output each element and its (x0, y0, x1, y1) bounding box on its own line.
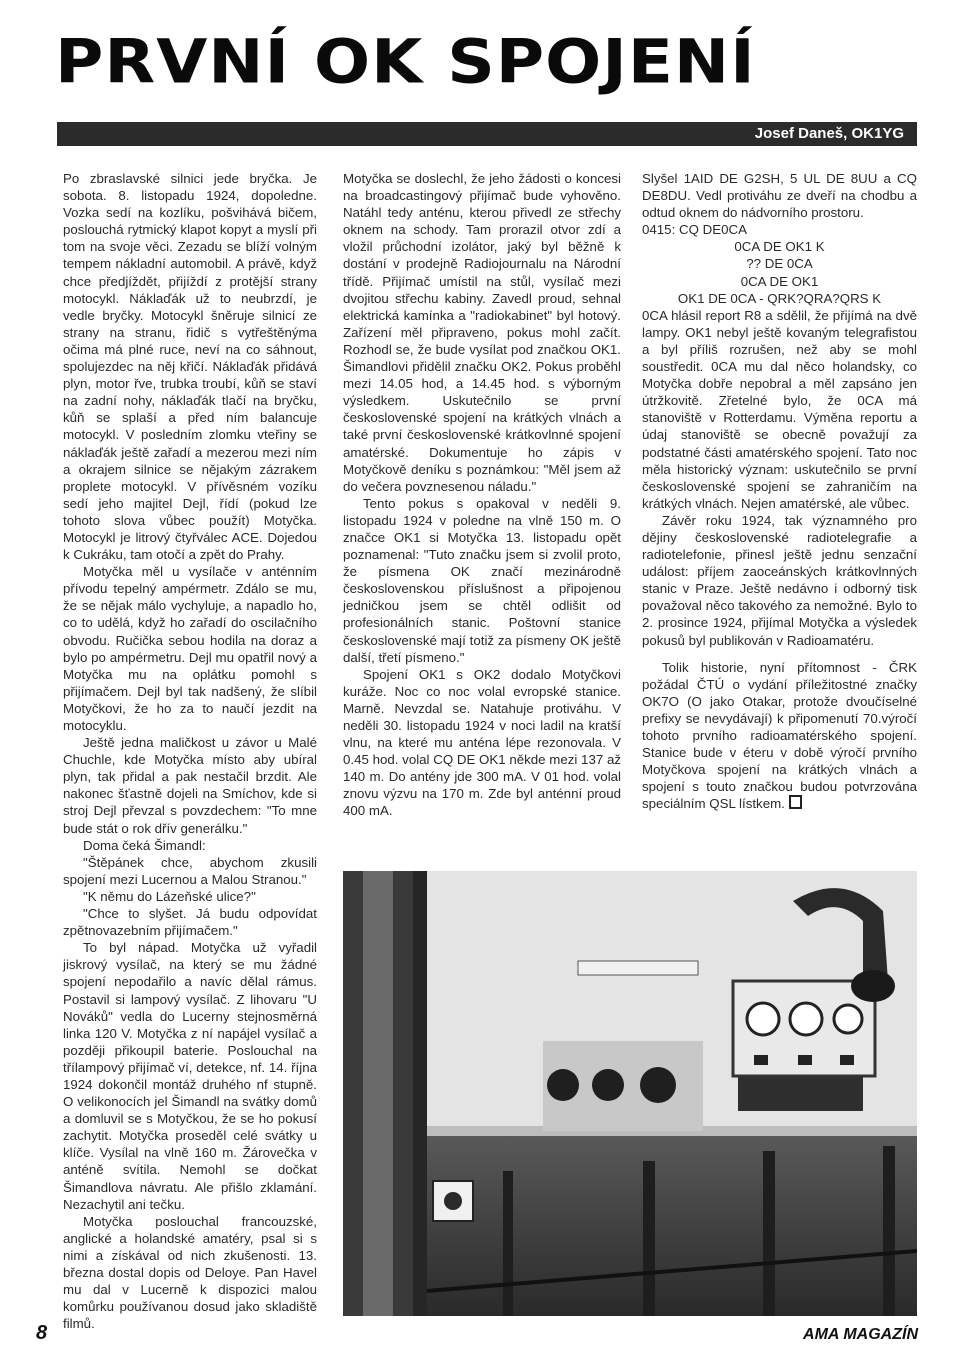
end-of-article-icon (789, 795, 802, 809)
radio-log-line: OK1 DE 0CA - QRK?QRA?QRS K (677, 290, 882, 306)
author-byline: Josef Daneš, OK1YG (754, 125, 904, 142)
paragraph: 0CA hlásil report R8 a sdělil, že přijímá na dvě lampy. OK1 nebyl ještě kovaným telegrafistou a byl příliš rozrušen, než aby se mohl soustředit. 0CA mu dal něco holandsky, co Motyčka dobře nepobral a měl zapsáno jen útržkovitě. Zřetelné bylo, že 0CA má stanoviště v Rotterdamu. Výměna reportu a údaj stanoviště se obecně považují za podstatné části amatérského spojení. Tato noc měla historický význam: uskutečnilo se první československé spojení se zahraničím na krátkých vlnách. Nejen amatérské, ale vůbec. (642, 307, 917, 511)
paragraph: Motyčka poslouchal francouzské, anglické a holandské amatéry, psal si s nimi a získával od nich zkušenosti. 13. března dostal dopis od Deloye. Pan Havel mu dal v Lucerně k dispozici malou komůrku používanou dosud jako skladiště filmů. (63, 1213, 317, 1332)
paragraph: Motyčka měl u vysílače v anténním přívodu tepelný ampérmetr. Zdálo se mu, že se nějak málo vychyluje, a napadlo ho, co to udělá, když ho zařadí do oscilačního obvodu. Ručička sebou hodila na doraz a bylo po ampérmetru. Dejl mu opatřil nový a Motyčka mu na oplátku pomohl s přijímačem. Dejl byl tak nadšený, že slíbil Motyčkovi, že ho za to naučí jezdit na motocyklu. (63, 564, 317, 733)
radio-station-photo (343, 871, 917, 1316)
paragraph-text: Tolik historie, nyní přítomnost - ČRK požádal ČTÚ o vydání příležitostné značky OK7O (O jako Otakar, protože dvoučíselné prefixy se nevydávají) k připomenutí 70.výročí tohoto prvního radioamatérského spojení. Stanice bude v éteru v době výročí prvního Motyčkova spojení na krátkých vlnách a spojení s touto značkou budou potvrzována speciálním QSL lístkem. (642, 659, 917, 812)
paragraph: "K němu do Lázeňské ulice?" (83, 888, 256, 904)
radio-log-line: ?? DE 0CA (746, 256, 813, 272)
radio-log-line: 0415: CQ DE0CA (642, 222, 747, 238)
page-title: PRVNÍ OK SPOJENÍ (55, 26, 756, 98)
paragraph: Ještě jedna maličkost u závor u Malé Chuchle, kde Motyčka místo aby ubíral plyn, tak přidal a pak nestačil brzdit. Ale nakonec šťastně dojeli na Smíchov, kde si stroj Dejl převzal s povzdechem: "To mne bude stát o rok dřív generálku." (63, 735, 317, 836)
paragraph: Slyšel 1AID DE G2SH, 5 UL DE 8UU a CQ DE8DU. Vedl protiváhu ze dveří na chodbu a odtud oknem do nádvorního prostoru. (642, 171, 917, 221)
paragraph: "Chce to slyšet. Já budu odpovídat zpětnovazebním přijímačem." (63, 906, 317, 939)
paragraph: Doma čeká Šimandl: (83, 837, 206, 853)
magazine-name: AMA MAGAZÍN (803, 1326, 918, 1343)
paragraph: To byl nápad. Motyčka už vyřadil jiskrový vysílač, na který se mu žádné spojení nepodařilo a navíc dělal rámus. Postavil si lampový vysílač. Z lihovaru "U Nováků" vedla do Lucerny stejnosměrná linka 120 V. Motyčka z ní napájel vysílač a později přikoupil baterie. Poslouchal na třílampový přijímač ví, detekce, nf. 14. října 1924 dokončil montáž druhého nf stupně. O velikonocích jel Šimandl na svátky domů a domluvil se s Motyčkou, že se ho pokusí zachytit. Motyčka proseděl celé svátky u klíče. Vysílal na vlně 160 m. Žárovečka v anténě svítila. Nemohl se dočkat Šimandlova návratu. Ale přišlo zklamání. Nezachytil ani tečku. (63, 940, 317, 1212)
paragraph: Tento pokus s opakoval v neděli 9. listopadu 1924 v poledne na vlně 150 m. O značce OK1 si Motyčka 13. listopadu opět poznamenal: "Tuto značku jsem si zvolil proto, že písmena OK značí mezinárodně československou příslušnost a připojenou jedničkou jsem se chtěl odlišit od profesionálních stanic. Poštovní stanice československé mají totiž za písmeny OK ještě další, třetí písmeno." (343, 495, 621, 665)
page-number: 8 (36, 1322, 48, 1344)
article-column-1 (63, 170, 317, 1332)
paragraph (642, 659, 917, 813)
paragraph: "Štěpánek chce, abychom zkusili spojení mezi Lucernou a Malou Stranou." (63, 854, 317, 887)
paragraph: Po zbraslavské silnici jede bryčka. Je sobota. 8. listopadu 1924, dopoledne. Vozka sedí na kozlíku, pošvihává bičem, poslouchá rytmický klapot kopyt a myslí při tom na svoje věci. Zezadu se blíží volným tempem nákladní automobil. A právě, když chce předjíždět, přijíždí z protější strany motocykl. Náklaďák už to neubrzdí, je vedle bryčky. Motocykl šněruje silnicí ze strany na stranu, řidič s vytřeštěnýma očima má plné ruce, neví na co sáhnout, spolujezdec na něj křičí. Náklaďák přidává plyn, motor řve, trubka troubí, kůň se staví na zadní nohy, náklaďák tlačí na bryčku, kůň se splaší a před ním balancuje motocykl. V posledním zlomku vteřiny se náklaďák ještě zařadí a mezerou mezi ním a okrajem silnice se nějakým zázrakem proplete motocykl. V přívěsném vozíku sedí jeho majitel Dejl, řídí (pokud lze tohoto slova vůbec použít) Motyčka. Motocykl je litrový čtyřválec ACE. Dojedou k Cukráku, tam otočí a zpět do Prahy. (63, 171, 317, 563)
paragraph: Spojení OK1 s OK2 dodalo Motyčkovi kuráže. Noc co noc volal evropské stanice. Marně. Nevzdal se. Natahuje protiváhu. V neděli 30. listopadu 1924 v noci ladil na kratší vlnu, na které mu anténa lépe rezonovala. V 0.45 hod. volal CQ DE OK1 někde mezi 137 až 140 m. Do antény jde 300 mA. V 01 hod. volal znovu výzvu na 170 m. Zde byl anténní proud 400 mA. (343, 666, 621, 819)
article-column-2 (343, 170, 621, 870)
paragraph: Závěr roku 1924, tak významného pro dějiny československé radiotelegrafie a radiotelefonie, přinesl ještě jednu senzační událost: příjem zaoceánských krátkovlnných stanic v Praze. Ještě nedávno i odborný tisk považoval něco takového za nemožné. Bylo to 2. prosince 1924, přijímal Motyčka a výsledek pokusů byl publikován v Radioamatéru. (642, 512, 917, 648)
radio-station-photo-image (343, 871, 917, 1316)
radio-log-line: 0CA DE OK1 (740, 273, 819, 289)
paragraph: Motyčka se doslechl, že jeho žádosti o koncesi na broadcastingový přijímač bude vyhověno. Natáhl tedy anténu, kterou přivedl ze střechy oknem na schody. Tam prorazil otvor zdí a vložil průchodní izolátor, jaký byl běžně k dostání v prodejně Radiojournalu na Národní třídě. Přijímač umístil na stůl, vysílač mezi dvojitou střechu kabiny. Zavedl proud, sehnal elektrická kamínka a "radiokabinet" byl hotový. Zařízení měl připraveno, pokus mohl začít. Rozhodl se, že bude vysílat pod značkou OK1. Šimandlovi přidělil značku OK2. Pokus proběhl mezi 14.05 hod, a 14.45 hod. s výborným výsledkem. Uskutečnilo se první československé spojení na krátkých vlnách a také první československé krátkovlnné spojení amatérské. Dokumentuje ho zápis v Motyčkově deníku s poznámkou: "Měl jsem až do večera povznesenou náladu." (343, 171, 621, 494)
article-column-3 (642, 170, 917, 870)
radio-log-line: 0CA DE OK1 K (734, 239, 825, 255)
